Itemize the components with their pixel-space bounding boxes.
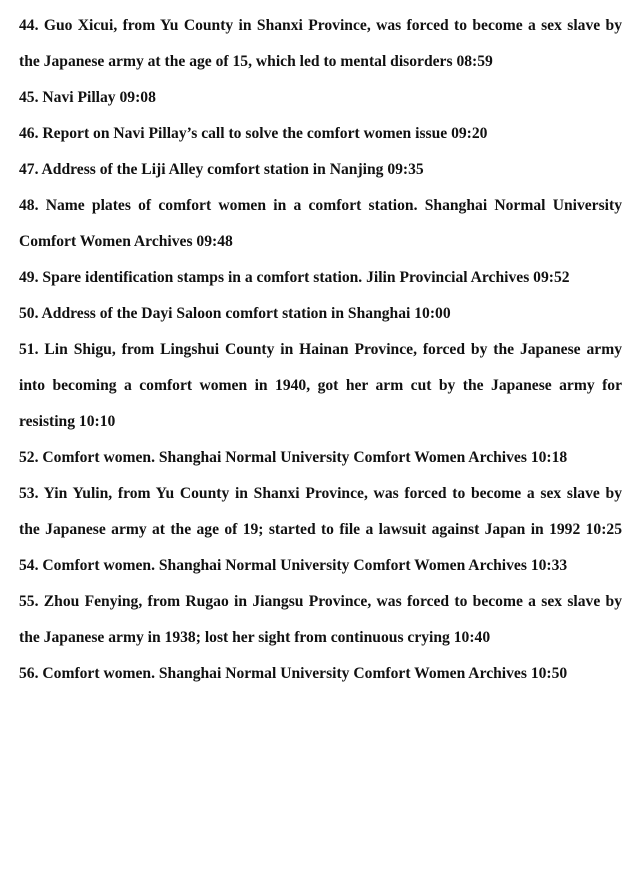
caption-49: 49. Spare identification stamps in a comfort station. Jilin Provincial Archives 09:52 [19,269,570,286]
caption-47: 47. Address of the Liji Alley comfort station in Nanjing 09:35 [19,161,424,178]
caption-51-line-1: 51. Lin Shigu, from Lingshui County in Hainan Province, forced by the Japanese army [19,341,622,358]
caption-48-line-2: Comfort Women Archives 09:48 [19,233,233,250]
caption-54: 54. Comfort women. Shanghai Normal University Comfort Women Archives 10:33 [19,557,568,574]
caption-44-line-2: the Japanese army at the age of 15, which led to mental disorders 08:59 [19,53,493,70]
caption-51-line-3: resisting 10:10 [19,413,116,430]
caption-45: 45. Navi Pillay 09:08 [19,89,156,106]
caption-48-line-1: 48. Name plates of comfort women in a comfort station. Shanghai Normal University [19,197,622,214]
caption-56: 56. Comfort women. Shanghai Normal University Comfort Women Archives 10:50 [19,665,568,682]
caption-46: 46. Report on Navi Pillay’s call to solve the comfort women issue 09:20 [19,125,488,142]
caption-52: 52. Comfort women. Shanghai Normal University Comfort Women Archives 10:18 [19,449,568,466]
caption-51-line-2: into becoming a comfort women in 1940, got her arm cut by the Japanese army for [19,377,622,394]
caption-53-line-2: the Japanese army at the age of 19; started to file a lawsuit against Japan in 1992 10:25 [19,521,622,538]
caption-44-line-1: 44. Guo Xicui, from Yu County in Shanxi Province, was forced to become a sex slave by [19,17,622,34]
caption-55-line-2: the Japanese army in 1938; lost her sight from continuous crying 10:40 [19,629,491,646]
caption-55-line-1: 55. Zhou Fenying, from Rugao in Jiangsu Province, was forced to become a sex slave by [19,593,622,610]
caption-53-line-1: 53. Yin Yulin, from Yu County in Shanxi Province, was forced to become a sex slave by [19,485,622,502]
caption-50: 50. Address of the Dayi Saloon comfort station in Shanghai 10:00 [19,305,451,322]
